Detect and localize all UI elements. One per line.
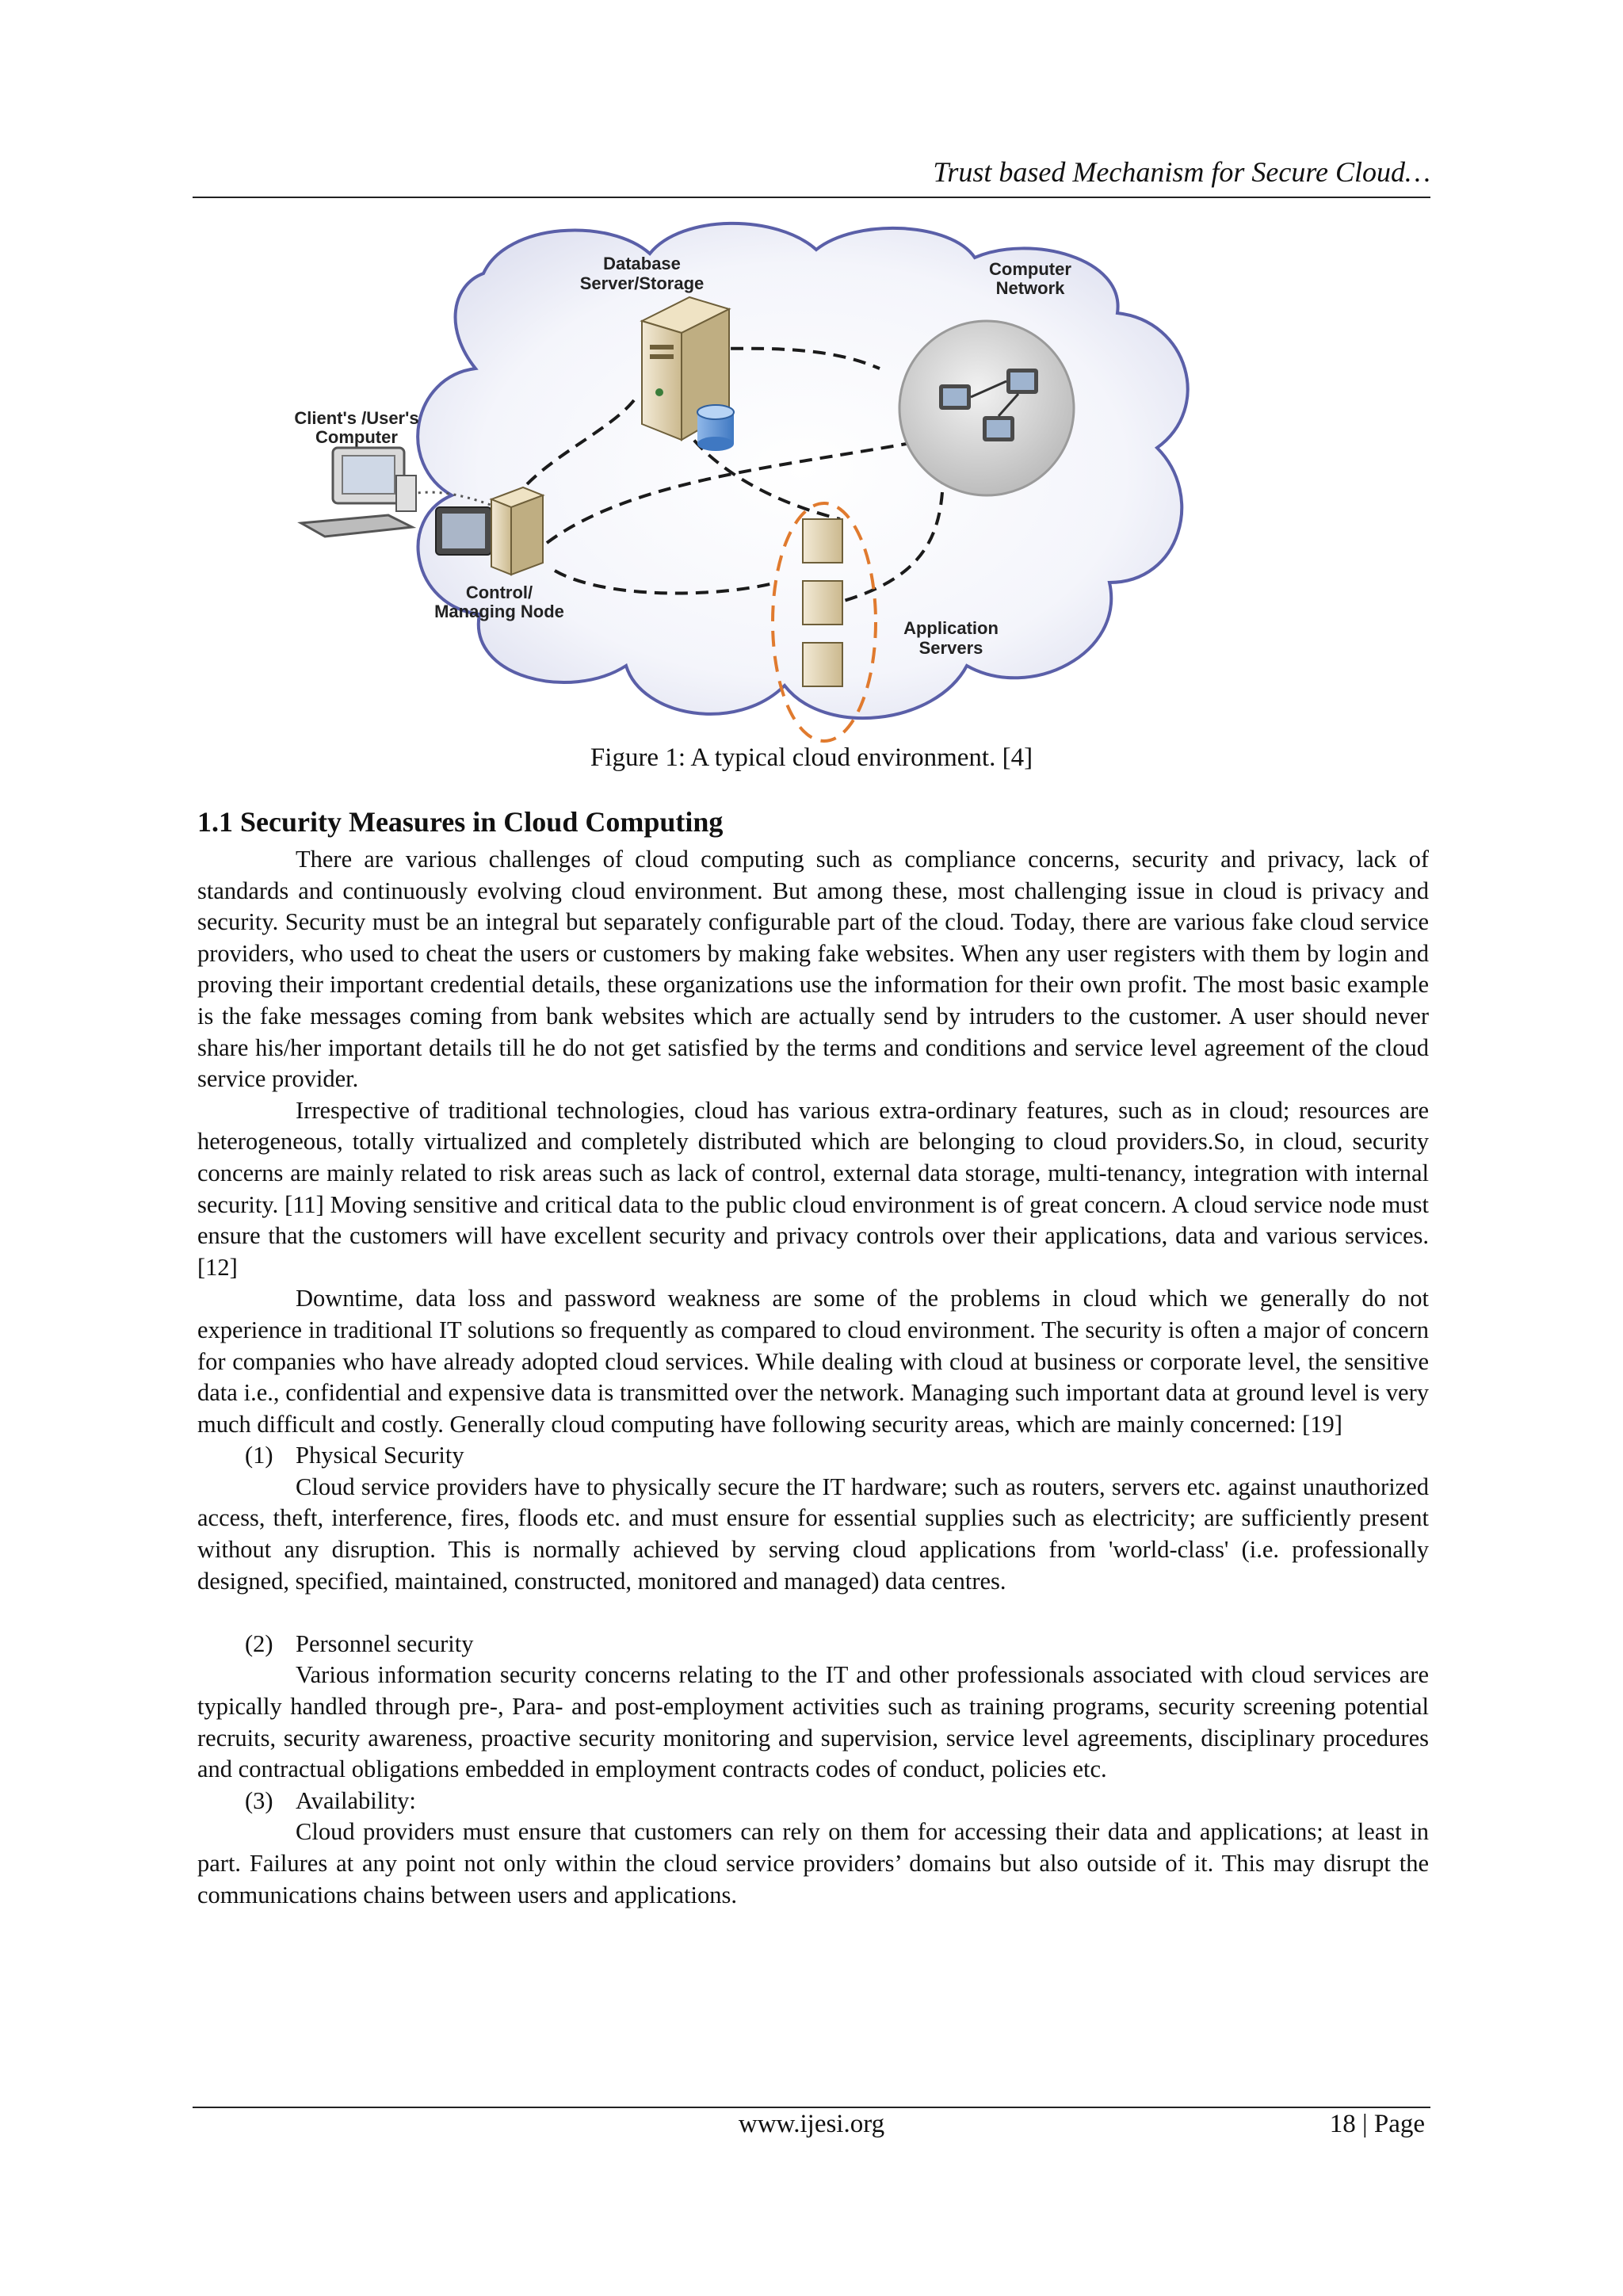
database-storage-icon [697,405,734,451]
list-item-heading: (2) Personnel security [245,1629,474,1657]
network-label-line1: Computer [989,259,1071,279]
footer-rule [193,2107,1430,2108]
control-label-line2: Managing Node [434,602,564,621]
list-item-heading: (3) Availability: [245,1786,416,1814]
running-title: Trust based Mechanism for Secure Cloud… [933,156,1430,188]
network-label-line2: Network [995,278,1065,298]
app-servers-label-line1: Application [903,618,999,638]
database-label-line2: Server/Storage [579,273,705,293]
control-label-line1: Control/ [465,583,533,602]
paragraph: Downtime, data loss and password weakness are some of the problems in cloud which we generally do not experience in traditional IT solutions so frequently as compared to cloud environment. The security is often a major of concern for companies who have already adopted cloud services. While dealing with cloud at business or corporate level, the sensitive data i.e., confidential and expensive data is transmitted over the network. Managing such important data at ground level is very much difficult and costly. Generally cloud computing have following security areas, which are mainly concerned: [19] [197,1285,1429,1438]
cloud-environment-figure [269,210,1323,749]
list-item-heading: (1) Physical Security [245,1442,464,1469]
list-item-text: Cloud service providers have to physically secure the IT hardware; such as routers, servers etc. against unauthorized access, theft, interference, fires, floods etc. and must ensure for essential supplies such as electricity; are sufficiently present without any disruption. This is normally achieved by serving cloud applications from 'world-class' (i.e. professionally designed, specified, maintained, constructed, monitored and managed) data centres. [197,1473,1429,1595]
header-rule [193,197,1430,198]
application-server-icon [803,519,842,686]
list-item-text: Cloud providers must ensure that customers can rely on them for accessing their data and applications; at least in part. Failures at any point not only within the cloud service providers’ domains but also outside of it. This may disrupt the communications chains between users and applications. [197,1818,1429,1908]
client-label-line2: Computer [315,427,398,447]
database-label-line1: Database [603,254,681,273]
computer-network-icon [899,321,1074,495]
body-text [197,844,1429,1911]
figure-caption: Figure 1: A typical cloud environment. [4] [590,743,1033,772]
app-servers-label-line2: Servers [918,638,983,658]
list-item-text: Various information security concerns relating to the IT and other professionals associated with cloud services are typically handled through pre-, Para- and post-employment activities such as training programs, security screening potential recruits, security awareness, proactive security monitoring and supervision, service level agreements, disciplinary procedures and contractual obligations embedded in employment contracts codes of conduct, policies etc. [197,1661,1429,1783]
paragraph: There are various challenges of cloud computing such as compliance concerns, security and privacy, lack of standards and continuously evolving cloud environment. But among these, most challenging issue in cloud is privacy and security. Security must be an integral but separately configurable part of the cloud. Today, there are various fake cloud service providers, who used to cheat the users or customers by making fake websites. When any user registers with them by login and proving their important credential details, these organizations use the information for their own profit. The most basic example is the fake messages coming from bank websites which are actually send by intruders to the customer. A user should never share his/her important details till he do not get satisfied by the terms and conditions and service level agreement of the cloud service provider. [197,846,1429,1093]
client-label-line1: Client's /User's [294,408,419,428]
client-computer-icon [301,448,416,537]
page-number: 18 | Page [1329,2110,1425,2138]
paragraph: Irrespective of traditional technologies, cloud has various extra-ordinary features, such as in cloud; resources are heterogeneous, totally virtualized and completely distributed which are belonging to cloud providers.So, in cloud, security concerns are mainly related to risk areas such as lack of control, external data storage, multi-tenancy, integration with internal security. [11] Moving sensitive and critical data to the public cloud environment is of great concern. A cloud service node must ensure that the customers will have excellent security and privacy controls over their applications, data and various services. [12] [197,1096,1429,1281]
section-heading: 1.1 Security Measures in Cloud Computing [197,806,724,838]
footer-url: www.ijesi.org [738,2110,885,2138]
